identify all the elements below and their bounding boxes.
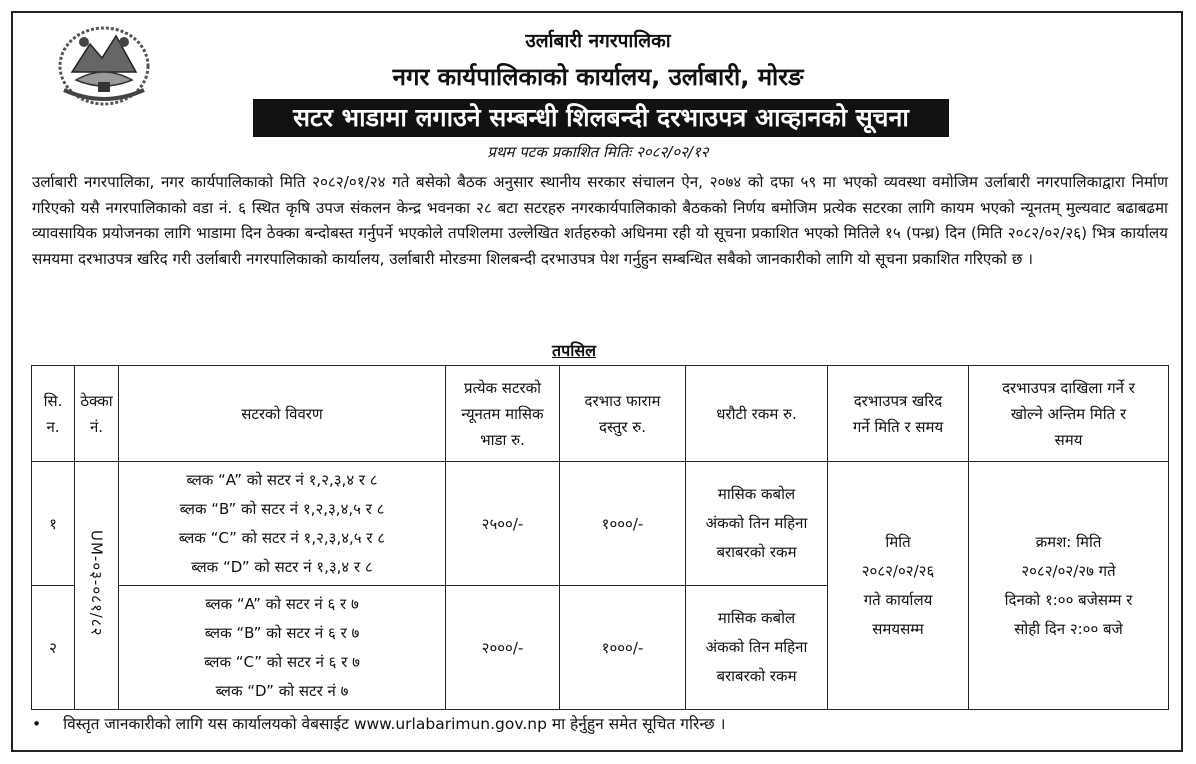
deposit-amount: मासिक कबोल अंकको तिन महिना बराबरको रकम (686, 462, 828, 586)
header-form-fee: दरभाउ फाराम दस्तुर रु. (560, 366, 686, 462)
header-deposit: धरौटी रकम रु. (686, 366, 828, 462)
footer-note (32, 712, 725, 734)
header-sn: सि. न. (32, 366, 75, 462)
bullet-icon: • (32, 715, 42, 733)
tender-table (31, 365, 1169, 710)
tapsil-heading: तपसिल (552, 341, 597, 360)
row-sn: १ (32, 462, 75, 586)
deposit-amount: मासिक कबोल अंकको तिन महिना बराबरको रकम (686, 586, 828, 710)
table-row (32, 462, 1169, 586)
row-sn: २ (32, 586, 75, 710)
notice-title: सटर भाडामा लगाउने सम्बन्धी शिलबन्दी दरभाउपत्र आव्हानको सूचना (253, 99, 949, 137)
website-note: विस्तृत जानकारीको लागि यस कार्यालयको वेबसाईट www.urlabarimun.gov.np मा हेर्नुहुन समेत सूचित गरिन्छ । (63, 715, 726, 733)
min-rent: २५००/- (446, 462, 560, 586)
min-rent: २०००/- (446, 586, 560, 710)
header-purchase-date: दरभाउपत्र खरिद गर्ने मिति र समय (828, 366, 969, 462)
submit-date: क्रमश: मिति २०८२/०२/२७ गते दिनको १:०० बजेसम्म र सोही दिन २:०० बजे (969, 462, 1169, 710)
published-date: प्रथम पटक प्रकाशित मितिः २०८२/०२/१२ (487, 143, 709, 161)
form-fee: १०००/- (560, 586, 686, 710)
notice-paragraph: उर्लाबारी नगरपालिका, नगर कार्यपालिकाको मिति २०८२/०१/२४ गते बसेको बैठक अनुसार स्थानीय सरकार संचालन ऐन, २०७४ को दफा ५९ मा भएको व्यवस्था वमोजिम उर्लाबारी नगरपालिकाद्वारा निर्माण गरिएको यसै नगरपालिकाको वडा नं. ६ स्थित कृषि उपज संकलन केन्द्र भवनका २८ बटा सटरहरु नगरकार्यपालिकाको बैठकको निर्णय बमोजिम प्रत्येक सटरका लागि कायम भएको न्यूनतम् मुल्यवाट बढाबढमा व्यावसायिक प्रयोजनका लागि भाडामा दिन ठेक्का बन्दोबस्त गर्नुपर्ने भएकोले तपशिलमा उल्लेखित शर्तहरुको अधिनमा रही यो सूचना प्रकाशित भएको मितिले १५ (पन्ध्र) दिन (मिति २०८२/०२/२६) भित्र कार्यालय समयमा दरभाउपत्र खरिद गरी उर्लाबारी नगरपालिकाको कार्यालय, उर्लाबारी मोरङमा शिलबन्दी दरभाउपत्र पेश गर्नुहुन सम्बन्धित सबैको जानकारीको लागि यो सूचना प्रकाशित गरिएको छ । (32, 173, 1168, 268)
office-name: नगर कार्यपालिकाको कार्यालय, उर्लाबारी, मोरङ (392, 63, 804, 91)
shutter-list: ब्लक “A” को सटर नं ६ र ७ ब्लक “B” को सटर नं ६ र ७ ब्लक “C” को सटर नं ६ र ७ ब्लक “D” को सटर नं ७ (119, 586, 446, 710)
contract-no-cell (75, 462, 119, 710)
header-contract-no: ठेक्का नं. (75, 366, 119, 462)
header-min-rent: प्रत्येक सटरको न्यूनतम मासिक भाडा रु. (446, 366, 560, 462)
shutter-list: ब्लक “A” को सटर नं १,२,३,४ र ८ ब्लक “B” को सटर नं १,२,३,४,५ र ८ ब्लक “C” को सटर नं १,२,३,४,५ र ८ ब्लक “D” को सटर नं १,३,४ र ८ (119, 462, 446, 586)
contract-no: UM-०३-०८१/८२ (87, 530, 106, 637)
municipality-name: उर्लाबारी नगरपालिका (525, 30, 671, 52)
form-fee: १०००/- (560, 462, 686, 586)
header-description: सटरको विवरण (119, 366, 446, 462)
purchase-date: मिति २०८२/०२/२६ गते कार्यालय समयसम्म (828, 462, 969, 710)
header-submit-date: दरभाउपत्र दाखिला गर्ने र खोल्ने अन्तिम मिति र समय (969, 366, 1169, 462)
